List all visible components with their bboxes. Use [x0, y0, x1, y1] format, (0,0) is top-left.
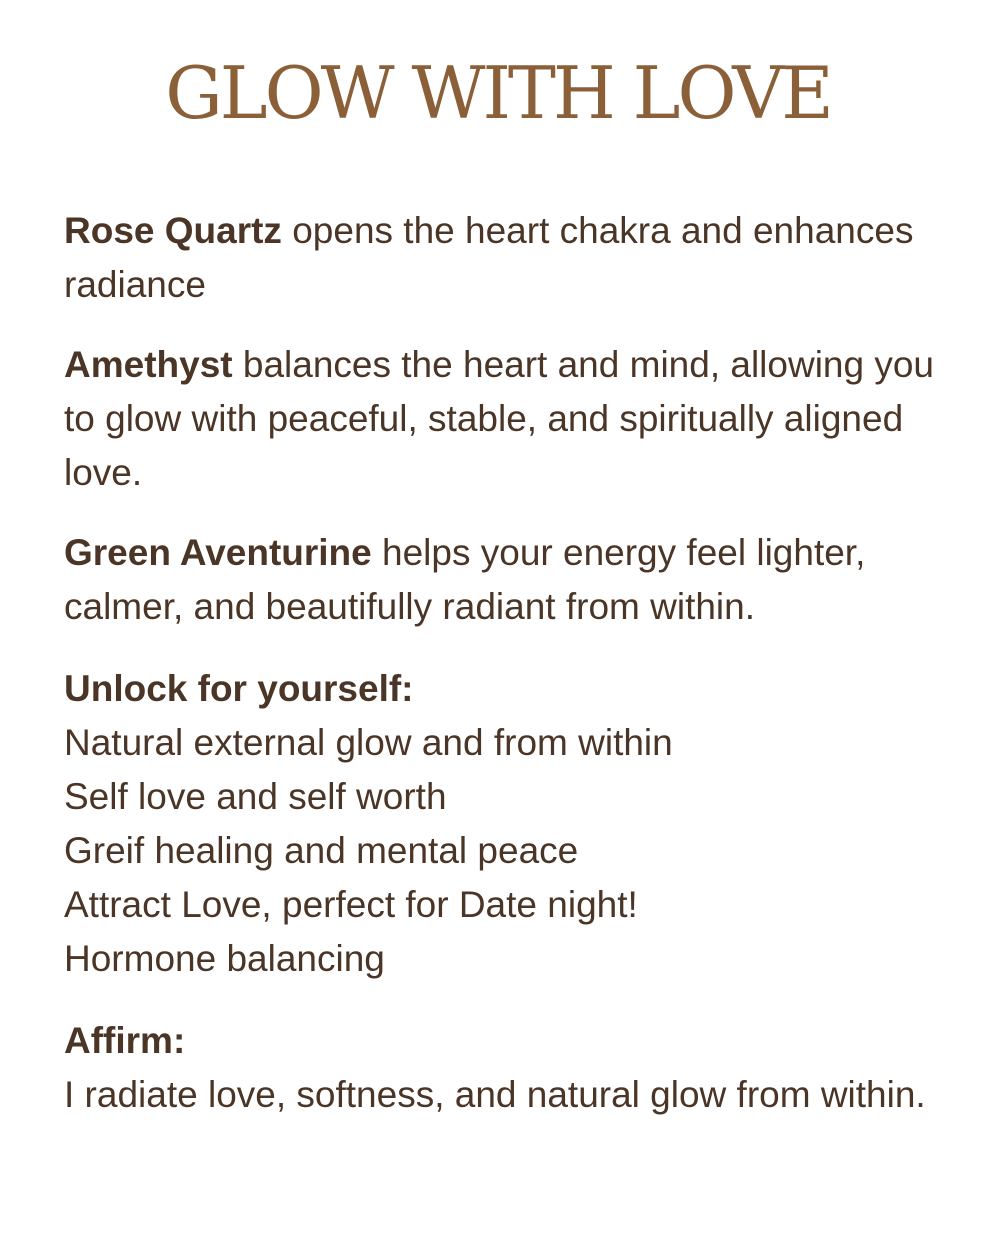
- content-body: [64, 204, 944, 1122]
- affirm-section: [64, 1014, 944, 1122]
- crystal-name: Rose Quartz: [64, 210, 282, 251]
- affirm-heading: Affirm:: [64, 1020, 186, 1061]
- list-item: Self love and self worth: [64, 776, 447, 817]
- unlock-list: [64, 716, 944, 986]
- list-item: Natural external glow and from within: [64, 722, 673, 763]
- crystal-amethyst: [64, 338, 944, 500]
- crystal-description: opens the heart chakra and enhances radiance: [64, 210, 914, 305]
- crystal-description: balances the heart and mind, allowing you to glow with peaceful, stable, and spiritually aligned love.: [64, 344, 935, 493]
- unlock-heading: Unlock for yourself:: [64, 668, 414, 709]
- crystal-name: Green Aventurine: [64, 532, 372, 573]
- affirm-text: I radiate love, softness, and natural glow from within.: [64, 1074, 926, 1115]
- unlock-section: [64, 662, 944, 986]
- crystal-description: helps your energy feel lighter, calmer, and beautifully radiant from within.: [64, 532, 866, 627]
- list-item: Hormone balancing: [64, 938, 385, 979]
- page-title: GLOW WITH LOVE: [165, 51, 831, 135]
- crystal-rose-quartz: [64, 204, 944, 312]
- list-item: Attract Love, perfect for Date night!: [64, 884, 638, 925]
- crystal-name: Amethyst: [64, 344, 233, 385]
- crystal-green-aventurine: [64, 526, 944, 634]
- list-item: Greif healing and mental peace: [64, 830, 579, 871]
